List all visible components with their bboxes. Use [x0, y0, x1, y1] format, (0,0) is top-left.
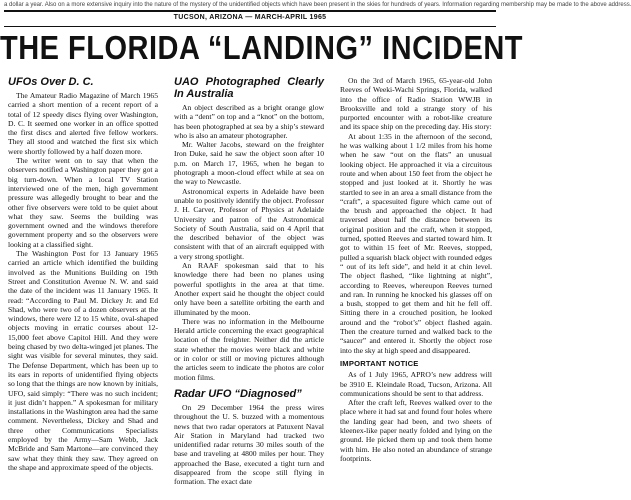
article-title-uao-australia: UAO Photographed Clearly In Australia	[174, 76, 324, 100]
column-2	[174, 76, 324, 500]
top-strip	[0, 0, 631, 10]
paragraph: The Amateur Radio Magazine of March 1965 carried a short mention of a recent report of a total of 12 speedy discs flying over Washington, D. C. It seemed one worker in an office spotted the first discs and alerted five fellow workers. They all stood and watched the first six which were shortly followed by a half dozen more.	[8, 91, 158, 156]
paragraph: An RAAF spokesman said that to his knowledge there had been no planes using powerful spotlights in the area at that time. Another expert said he thought the object could only have been a satellite orbiting the earth and illuminated by the moon.	[174, 261, 324, 317]
important-notice-text: As of 1 July 1965, APRO’s new address will be 3910 E. Kleindale Road, Tucson, Arizona. All communications should be sent to that address.	[340, 370, 492, 398]
paragraph: On the 3rd of March 1965, 65-year-old John Reeves of Weeki-Wachi Springs, Florida, walked into the office of Radio Station WWJB in Brooksville and told a strange story of his purported encounter with a robot-like creature and its space ship on the preceding day. His story:	[340, 76, 492, 132]
paragraph: An object described as a bright orange glow with a “dent” on top and a “knot” on the bottom, has been photographed at sea by a ship’s steward who is also an amateur photographer.	[174, 103, 324, 140]
headline: THE FLORIDA “LANDING” INCIDENT	[0, 30, 524, 67]
paragraph: There was no information in the Melbourne Herald article concerning the exact geographical location of the freighter. Neither did the article state whether the movies were black and white or in color or still or moving pictures although the articles seem to indicate the photos are color motion films.	[174, 316, 324, 382]
paragraph: The Washington Post for 13 January 1965 carried an article which identified the building involved as the Munitions Building on 19th Street and Constitution Avenue N. W. and said the date of the incident was 11 January 1965. It read: “According to Paul M. Dickey Jr. and Ed Shad, who were two of a dozen observers at the windows, there were 12 to 15 white, oval-shaped objects moving in erratic courses about 12-15,000 feet above Capitol Hill. And they were being chased by two delta-winged jet planes. The sight was visible for several minutes, they said. The Defense Department, which has been up to its ears in reports of unidentified flying objects so long that the things are now known by initials, UFO, said simply: “There was no such incident; it just didn’t happen.” A spokesman for military installations in the Washington area had the same comment. Nevertheless, Dickey and Shad and three other Communications Specialists employed by the Army—Sam Webb, Jack McBride and Sam Martone—are convinced they saw what they think they saw. They agreed on the shape and approximate speed of the objects.	[8, 249, 159, 472]
paragraph: After the craft left, Reeves walked over to the place where it had sat and found four holes where the landing gear had been, and two sheets of kleenex-like paper neatly folded and lying on the ground. He picked them up and took them home with him. He also noted an abundance of strange footprints.	[340, 398, 492, 463]
paragraph: Mr. Walter Jacobs, steward on the freighter Iron Duke, said he saw the object soon after 10 p.m. on March 17, 1965, when he began to photograph a moon-cloud effect while at sea on the way to Newcastle.	[174, 140, 324, 187]
paragraph: At about 1:35 in the afternoon of the second, he was walking about 1 1/2 miles from his home when he saw “out on the flats” an unusual looking object. He approached it via a circuitous route and when about 150 feet from the object he stopped and just looked at it. Shortly he was startled to see in an area a small distance from the “craft”, a spacesuited figure which came out of the brush and approached the object. It had traversed about half the distance between its original position and the craft, when it stopped, turned, spotted Reeves and started toward him. It got to within 15 feet of Mr. Reeves, stopped, pulled a squarish black object with rounded edges “ out of its left side”, and held it at chin level. The object flashed, “like lightning at night”, according to Reeves, whereupon Reeves turned and ran. In running he knocked his glasses off on a bush, stopped to get them and hit he fell off. Sitting there in a crouched position, he looked around and the “robot’s” object flashed again. Then the creature turned and walked back to the “saucer” and entered it. Shortly the object rose into the sky at high speed and disappeared.	[340, 131, 492, 355]
top-rule	[4, 10, 496, 12]
column-3	[340, 76, 492, 500]
column-1	[8, 76, 158, 500]
top-strip-text: a dollar a year. Also on a more extensive inquiry into the nature of the mystery of the unidentified objects which have been present in the skies for hundreds of years. Information regarding membership may be made to the above address.	[4, 2, 631, 8]
article-title-radar-ufo: Radar UFO “Diagnosed”	[174, 387, 302, 400]
article-title-ufos-dc: UFOs Over D. C.	[8, 76, 94, 88]
dateline-rule	[4, 26, 496, 27]
important-notice-title: IMPORTANT NOTICE	[340, 358, 419, 368]
paragraph: Astronomical experts in Adelaide have been unable to positively identify the object. Professor J. H. Carver, Professor of Physics at Adelaide University and patron of the Astronomical Society of South Australia, said on 4 April that the described behavior of the object was consistent with that of an aircraft equipped with a very strong spotlight.	[174, 186, 324, 261]
paragraph: On 29 December 1964 the press wires throughout the U. S. buzzed with a momentous news that two radar operators at Patuxent Naval Air Station in Maryland had tracked two unidentified radar returns 30 miles south of the base and traveling at 4800 miles per hour. They approached the Base, executed a tight turn and disappeared from the scope still flying in formation. The exact date	[174, 402, 324, 487]
dateline: TUCSON, ARIZONA — MARCH-APRIL 1965	[173, 14, 327, 21]
paragraph: The writer went on to say that when the observers notified a Washington paper they got a big turn-down. When a local TV Station interviewed one of the men, high government pressure was allegedly brought to bear and the other five observers were told to be quiet about what they saw. Seems the building was government owned and the windows therefore government property and so the observers were looking at a classified sight.	[8, 156, 158, 249]
